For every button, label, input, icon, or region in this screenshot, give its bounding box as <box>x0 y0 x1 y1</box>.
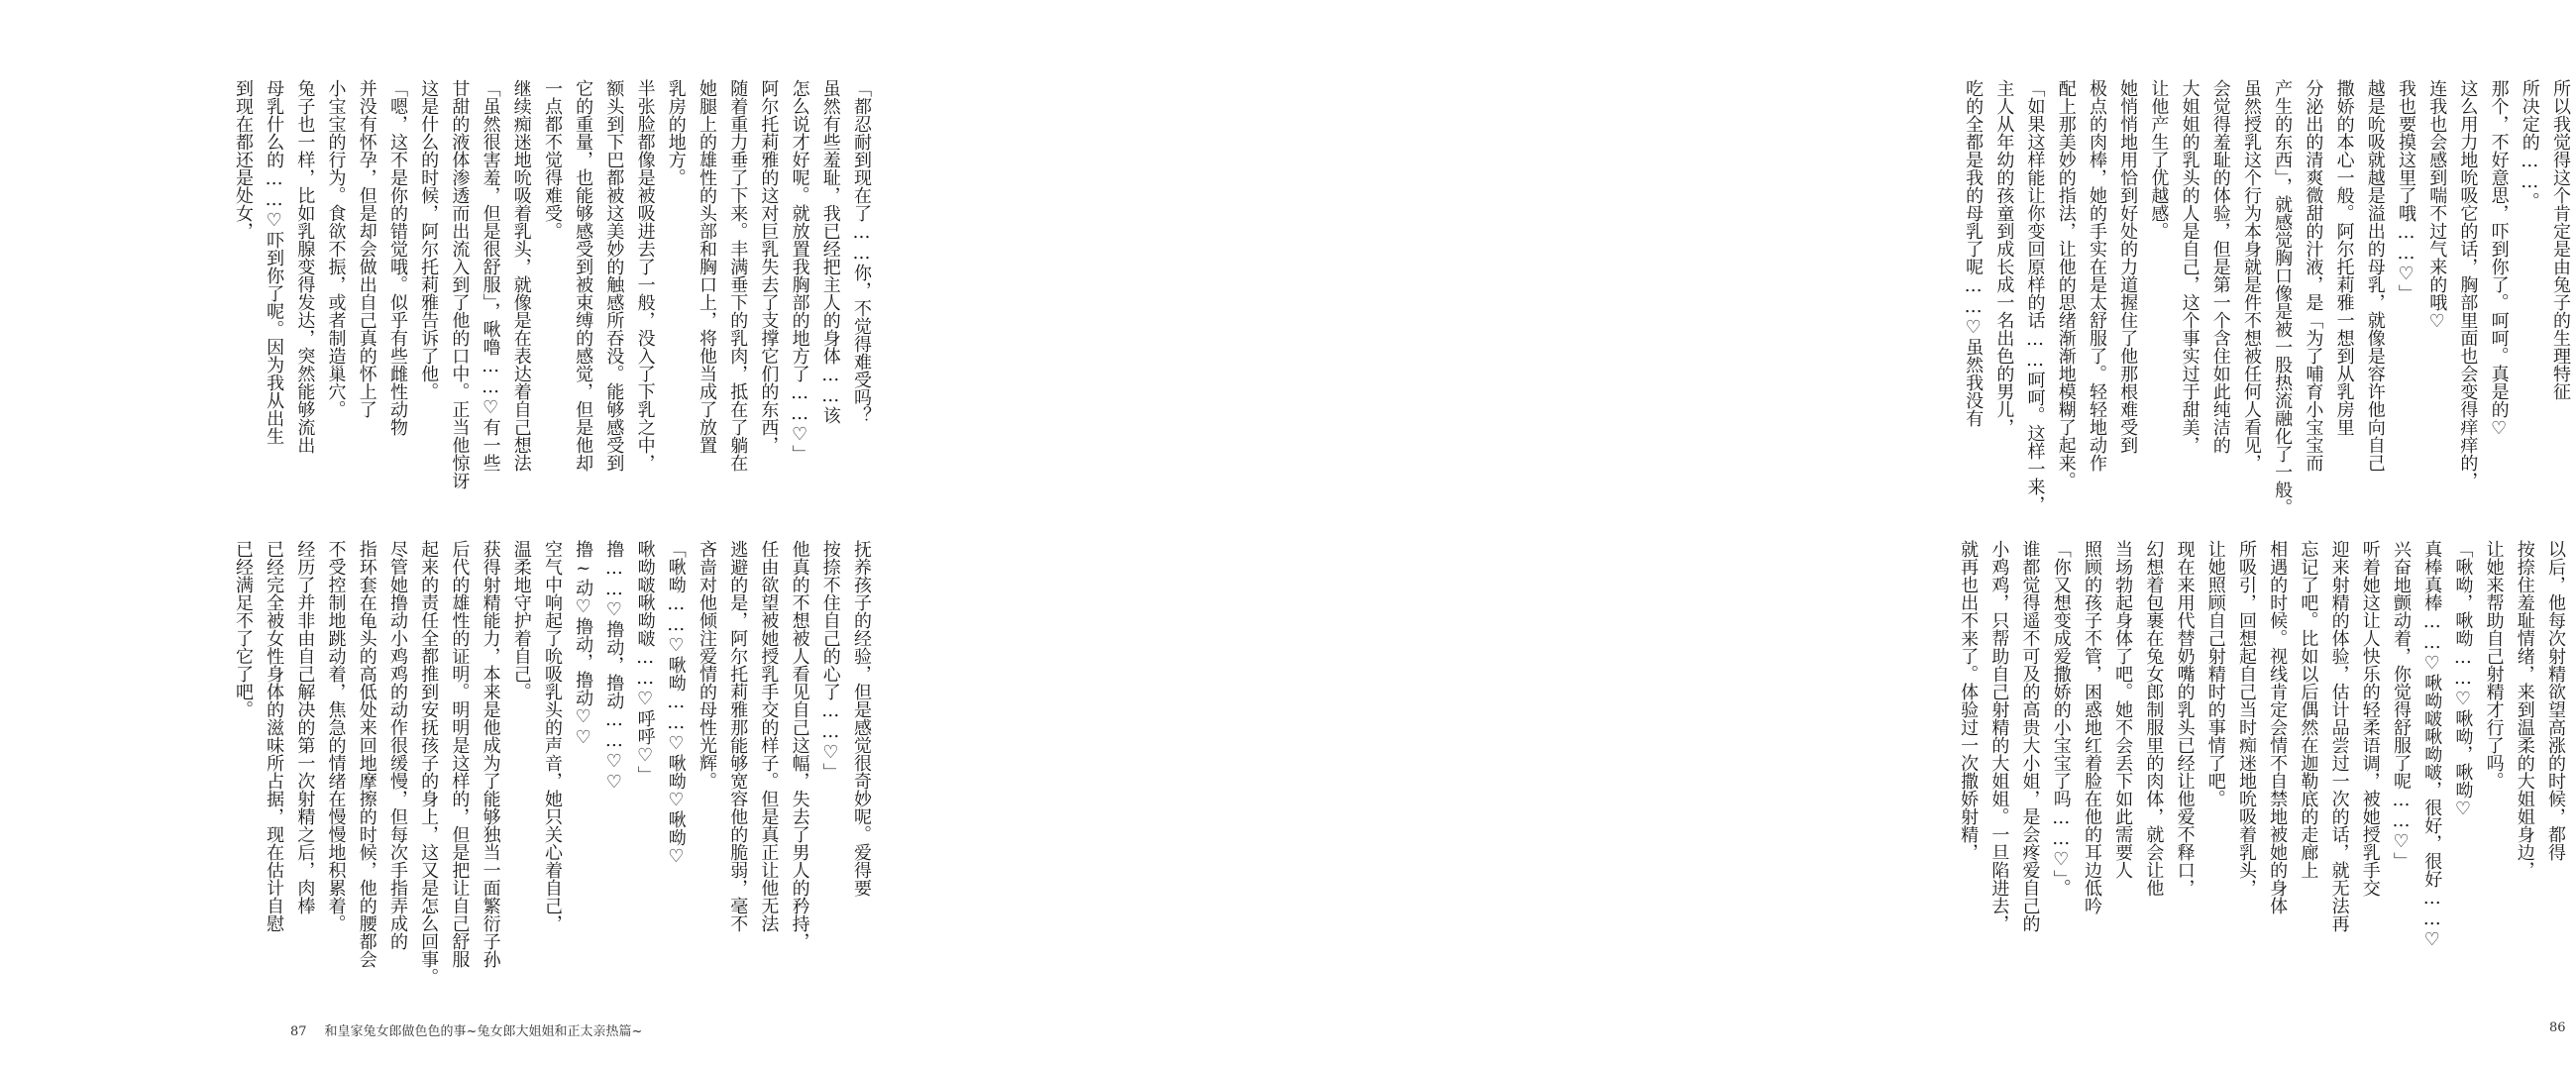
text-line: 随着重力垂了下来。丰满垂下的乳肉，抵在了躺在 <box>727 79 749 472</box>
text-line: 按捺住羞耻情绪，来到温柔的大姐姐身边， <box>2514 540 2535 879</box>
text-line: 这么用力地吮吸它的话，胸部里面也会变得痒痒的， <box>2457 79 2479 489</box>
right-page-bottom-text <box>1958 540 2571 956</box>
page-number: 87 <box>290 1024 307 1039</box>
text-line: 这是什么的时候，阿尔托莉雅告诉了他。 <box>418 79 440 400</box>
text-line: 撒娇的本心一般。阿尔托莉雅一想到从乳房里 <box>2333 79 2355 436</box>
text-line: 半张脸都像是被吸进去了一般，没入了下乳之中， <box>634 79 656 472</box>
running-title: 和皇家兔女郎做色色的事~兔女郎大姐姐和正太亲热篇~ <box>324 1024 643 1039</box>
text-line: 已经完全被女性身体的滋味所占据，现在估计自慰 <box>264 540 285 932</box>
text-line: 任由欲望被她授乳手交的样子。但是真正让他无法 <box>758 540 780 932</box>
text-line: 听着她这让人快乐的轻柔语调，被她授乳手交 <box>2359 540 2381 897</box>
text-line: 吝啬对他倾注爱情的母性光辉。 <box>696 540 717 790</box>
text-line: 照顾的孩子不管，困惑地红着脸在他的耳边低吟 <box>2081 540 2102 914</box>
text-line: 逃避的是，阿尔托莉雅那能够宽容他的脆弱，毫不 <box>727 540 749 932</box>
text-line: 小宝宝的行为。食欲不振，或者制造巢穴。 <box>325 79 347 418</box>
text-line: 她腿上的雄性的头部和胸口上，将他当成了放置 <box>696 79 717 454</box>
text-line: 会觉得羞耻的体验，但是第一个含住如此纯洁的 <box>2209 79 2231 454</box>
right-page-footer <box>2549 1020 2566 1035</box>
text-line: 并没有怀孕，但是却会做出自己真的怀上了 <box>356 79 377 418</box>
text-line: 主人从年幼的孩童到成长成一名出色的男儿， <box>1993 79 2015 436</box>
text-line: 「虽然很害羞，但是很舒服」，啾噜……♡有一些 <box>480 79 501 472</box>
right-page <box>951 0 2571 1070</box>
text-line: 「嗯，这不是你的错觉哦。似乎有些雌性动物 <box>386 79 408 436</box>
text-line: 让她照顾自己射精时的事情了吧。 <box>2204 540 2226 807</box>
text-line: 空气中响起了吮吸乳头的声音，她只关心着自己， <box>541 540 563 932</box>
text-line: 幻想着包裹在兔女郎制服里的肉体，就会让他 <box>2143 540 2165 897</box>
text-line: 母乳什么的……♡吓到你了呢。因为我从出生 <box>264 79 285 445</box>
text-line: 兔子也一样，比如乳腺变得发达，突然能够流出 <box>294 79 316 454</box>
text-line: 继续痴迷地吮吸着乳头，就像是在表达着自己想法 <box>510 79 532 472</box>
text-line: 就再也出不来了。体验过一次撒娇射精， <box>1958 540 1980 861</box>
text-line: 抚养孩子的经验，但是感觉很奇妙呢。爱得要 <box>851 540 872 897</box>
text-line: 谁都觉得遥不可及的高贵大小姐，是会疼爱自己的 <box>2019 540 2041 932</box>
text-line: 怎么说才好呢。就放置我胸部的地方了……♡」 <box>789 79 810 463</box>
text-line: 所以我觉得这个肯定是由兔子的生理特征 <box>2550 79 2571 400</box>
text-line: 那个，不好意思，吓到你了。呵呵。真是的♡ <box>2488 79 2510 439</box>
text-line: 让他产生了优越感。 <box>2148 79 2170 240</box>
left-page-top-text <box>232 79 877 495</box>
text-line: 「都忍耐到现在了……你，不觉得难受吗？ <box>851 79 872 424</box>
text-line: 啾呦啵啾呦啵……♡呼呼♡」 <box>634 540 656 784</box>
text-line: 尽管她撸动小鸡鸡的动作很缓慢，但每次手指弄成的 <box>386 540 408 950</box>
text-line: 甘甜的液体渗透而出流入到了他的口中。正当他惊讶 <box>449 79 471 489</box>
text-line: 连我也会感到喘不过气来的哦♡ <box>2426 79 2448 332</box>
text-line: 阿尔托莉雅的这对巨乳失去了支撑它们的东西， <box>758 79 780 454</box>
text-line: 经历了并非由自己解决的第一次射精之后，肉棒 <box>294 540 316 914</box>
text-line: 兴奋地颤动着，你觉得舒服了呢……♡」 <box>2390 540 2412 870</box>
text-line: 大姐姐的乳头的人是自己，这个事实过于甜美， <box>2179 79 2200 454</box>
text-line: 「啾呦……♡啾呦……♡啾呦♡啾呦♡ <box>665 540 687 867</box>
text-line: 小鸡鸡，只帮助自己射精的大姐姐。一旦陷进去， <box>1988 540 2010 932</box>
text-line: 所吸引，回想起自己当时痴迷地吮吸着乳头， <box>2235 540 2257 897</box>
text-line: 撸……♡撸动，撸动……♡♡ <box>603 540 625 793</box>
text-line: 所决定的……。 <box>2519 79 2540 210</box>
text-line: 我也要摸这里了哦……♡」 <box>2395 79 2416 302</box>
text-line: 分泌出的清爽微甜的汁液，是「为了哺育小宝宝而 <box>2303 79 2324 472</box>
text-line: 产生的东西」，就感觉胸口像是被一股热流融化了一般。 <box>2272 79 2294 516</box>
text-line: 起来的责任全都推到安抚孩子的身上，这又是怎么回事。 <box>418 540 440 986</box>
text-line: 获得射精能力，本来是他成为了能够独当一面繁衍子孙 <box>480 540 501 968</box>
text-line: 「如果这样能让你变回原样的话……呵呵。这样一来， <box>2024 79 2046 513</box>
text-line: 额头到下巴都被这美妙的触感所吞没。能够感受到 <box>603 79 625 472</box>
text-line: 让她来帮助自己射精才行了吗。 <box>2483 540 2505 790</box>
text-line: 配上那美妙的指法，让他的思绪渐渐地模糊了起来。 <box>2055 79 2077 489</box>
text-line: 忘记了吧。比如以后偶然在迦勒底的走廊上 <box>2298 540 2319 879</box>
text-line: 以后，他每次射精欲望高涨的时候，都得 <box>2545 540 2566 861</box>
text-line: 到现在都还是处女， <box>232 79 254 240</box>
text-line: 吃的全都是我的母乳了呢……♡虽然我没有 <box>1963 79 1985 427</box>
text-line: 虽然有些羞耻，我已经把主人的身体……该 <box>819 79 841 424</box>
text-line: 极点的肉棒，她的手实在是太舒服了。轻轻地动作 <box>2086 79 2107 472</box>
text-line: 现在来用代替奶嘴的乳头已经让他爱不释口， <box>2174 540 2196 897</box>
text-line: 一点都不觉得难受。 <box>541 79 563 240</box>
text-line: 它的重量，也能够感受到被束缚的感觉，但是他却 <box>573 79 594 472</box>
text-line: 当场勃起身体了吧。她不会丢下如此需要人 <box>2112 540 2134 879</box>
text-line: 指环套在龟头的高低处来回地摩擦的时候，他的腰都会 <box>356 540 377 968</box>
page-number: 86 <box>2549 1020 2566 1035</box>
text-line: 真棒真棒……♡啾呦啵啾呦啵，很好，很好……♡ <box>2421 540 2443 950</box>
text-line: 虽然授乳这个行为本身就是件不想被任何人看见， <box>2240 79 2262 472</box>
text-line: 他真的不想被人看见自己这幅，失去了男人的矜持， <box>789 540 810 950</box>
text-line: 「你又想变成爱撒娇的小宝宝了吗……♡」。 <box>2050 540 2072 897</box>
left-page <box>0 0 951 1070</box>
text-line: 相遇的时候。视线肯定会情不自禁地被她的身体 <box>2267 540 2289 914</box>
right-page-top-text <box>1963 79 2576 516</box>
text-line: 她悄悄地用恰到好处的力道握住了他那根难受到 <box>2117 79 2139 454</box>
text-line: 不受控制地跳动着，焦急的情绪在慢慢地积累着。 <box>325 540 347 932</box>
text-line: 「啾呦，啾呦……♡啾呦，啾呦♡ <box>2452 540 2474 819</box>
text-line: 后代的雄性的证明。明明是这样的，但是把让自己舒服 <box>449 540 471 968</box>
text-line: 已经满足不了它了吧。 <box>232 540 254 718</box>
text-line: 按捺不住自己的心了……♡」 <box>819 540 841 781</box>
text-line: 乳房的地方。 <box>665 79 687 186</box>
text-line: 迎来射精的体验，估计品尝过一次的话，就无法再 <box>2328 540 2350 932</box>
text-line: 撸~动♡撸动，撸动♡♡ <box>573 540 594 748</box>
text-line: 越是吮吸就越是溢出的母乳，就像是容许他向自己 <box>2364 79 2386 472</box>
left-page-footer <box>290 1020 642 1039</box>
left-page-bottom-text <box>232 540 877 986</box>
text-line: 温柔地守护着自己。 <box>510 540 532 700</box>
